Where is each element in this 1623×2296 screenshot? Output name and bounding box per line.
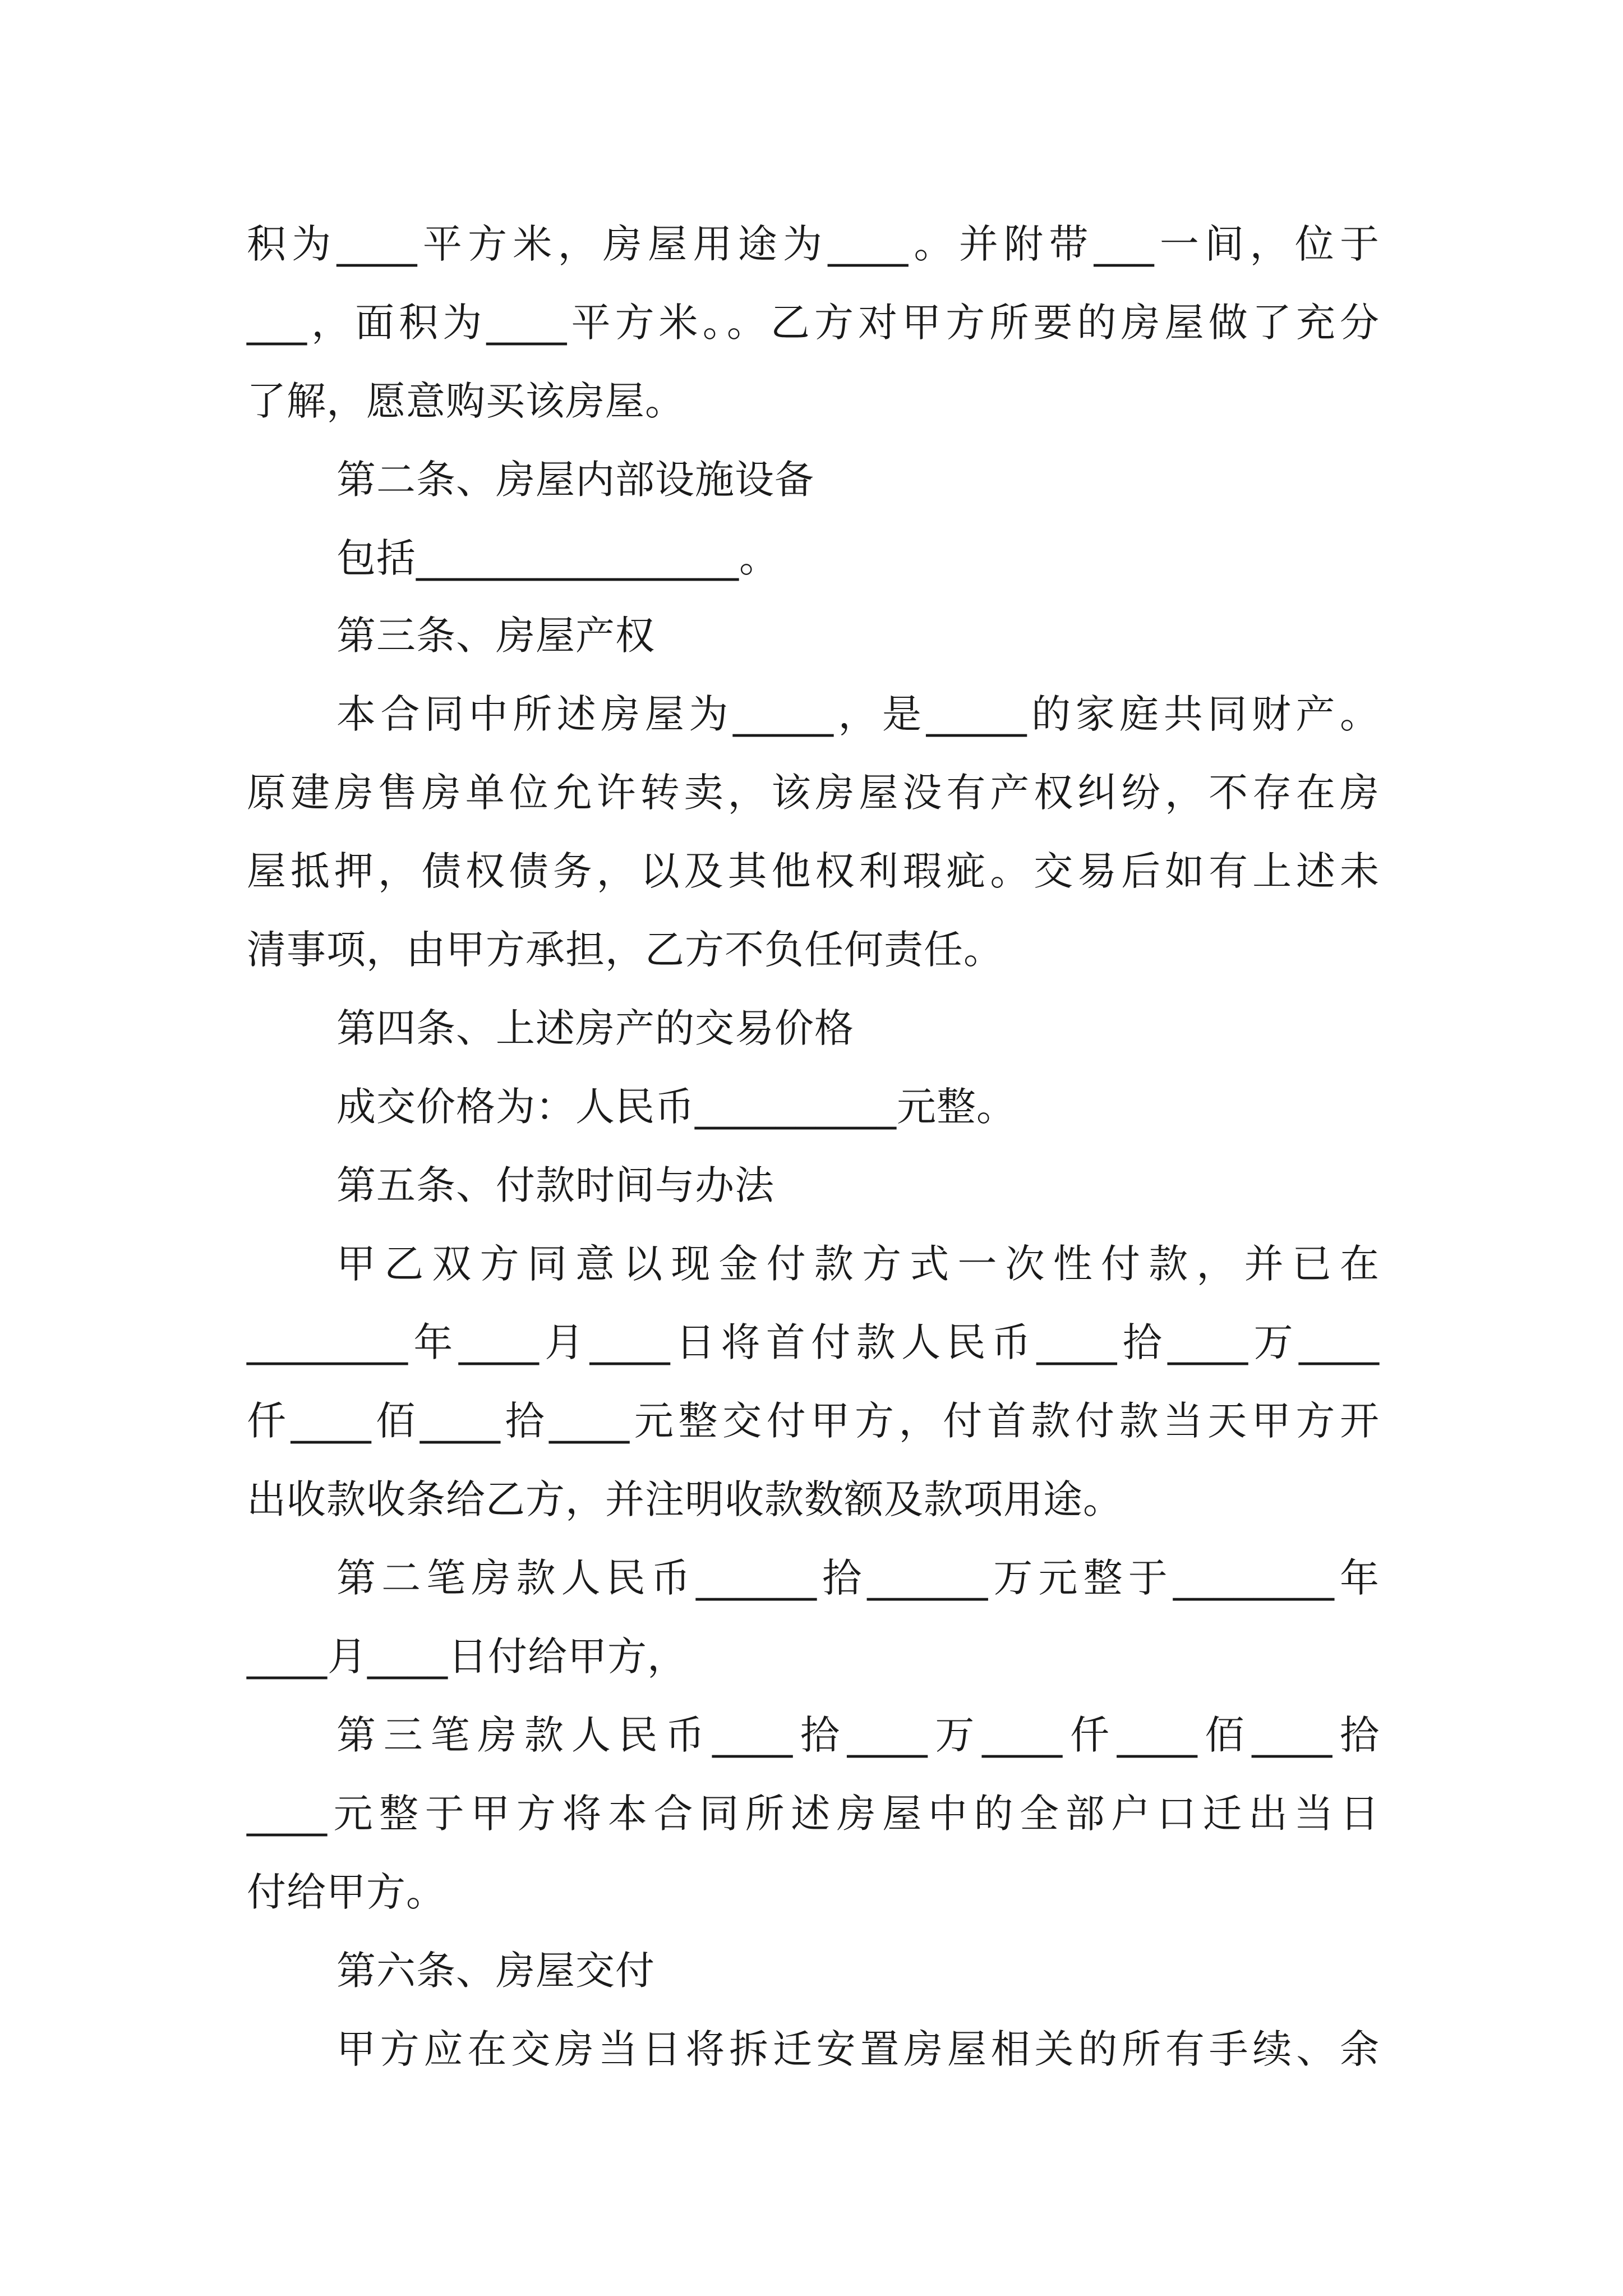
body-line: 原建房售房单位允许转卖，该房屋没有产权纠纷，不存在房 [247,770,1380,816]
body-line: 了解，愿意购买该房屋。 [247,378,685,424]
body-line: ____月____日付给甲方， [247,1634,687,1680]
article-heading: 第二条、房屋内部设施设备 [336,457,814,503]
body-line: ____元整于甲方将本合同所述房屋中的全部户口迁出当日 [247,1791,1380,1837]
body-line: 甲方应在交房当日将拆迁安置房屋相关的所有手续、余 [336,2026,1380,2072]
body-line: 仟____佰____拾____元整交付甲方，付首款付款当天甲方开 [247,1398,1380,1444]
article-heading: 第六条、房屋交付 [336,1948,655,1994]
article-heading: 第五条、付款时间与办法 [336,1162,774,1208]
body-line: 付给甲方。 [247,1869,446,1915]
body-line: 本合同中所述房屋为_____，是_____的家庭共同财产。 [336,691,1380,737]
body-line: 屋抵押，债权债务，以及其他权利瑕疵。交易后如有上述未 [247,848,1380,894]
article-heading: 第四条、上述房产的交易价格 [336,1005,854,1051]
body-line: 成交价格为：人民币__________元整。 [336,1084,1016,1130]
body-line: 甲乙双方同意以现金付款方式一次性付款，并已在 [336,1241,1380,1287]
body-line: 出收款收条给乙方，并注明收款数额及款项用途。 [247,1476,1123,1522]
body-line: 包括________________。 [336,535,779,581]
body-line: ________年____月____日将首付款人民币____拾____万____ [247,1319,1380,1365]
article-heading: 第三条、房屋产权 [336,613,655,659]
body-line: 第三笔房款人民币____拾____万____仟____佰____拾 [336,1712,1380,1758]
body-line: 积为____平方米，房屋用途为____。并附带___一间，位于 [247,221,1380,267]
body-line: 清事项，由甲方承担，乙方不负任何责任。 [247,927,1003,973]
body-line: ___，面积为____平方米。。乙方对甲方所要的房屋做了充分 [247,300,1380,346]
body-line: 第二笔房款人民币______拾______万元整于________年 [336,1555,1380,1601]
